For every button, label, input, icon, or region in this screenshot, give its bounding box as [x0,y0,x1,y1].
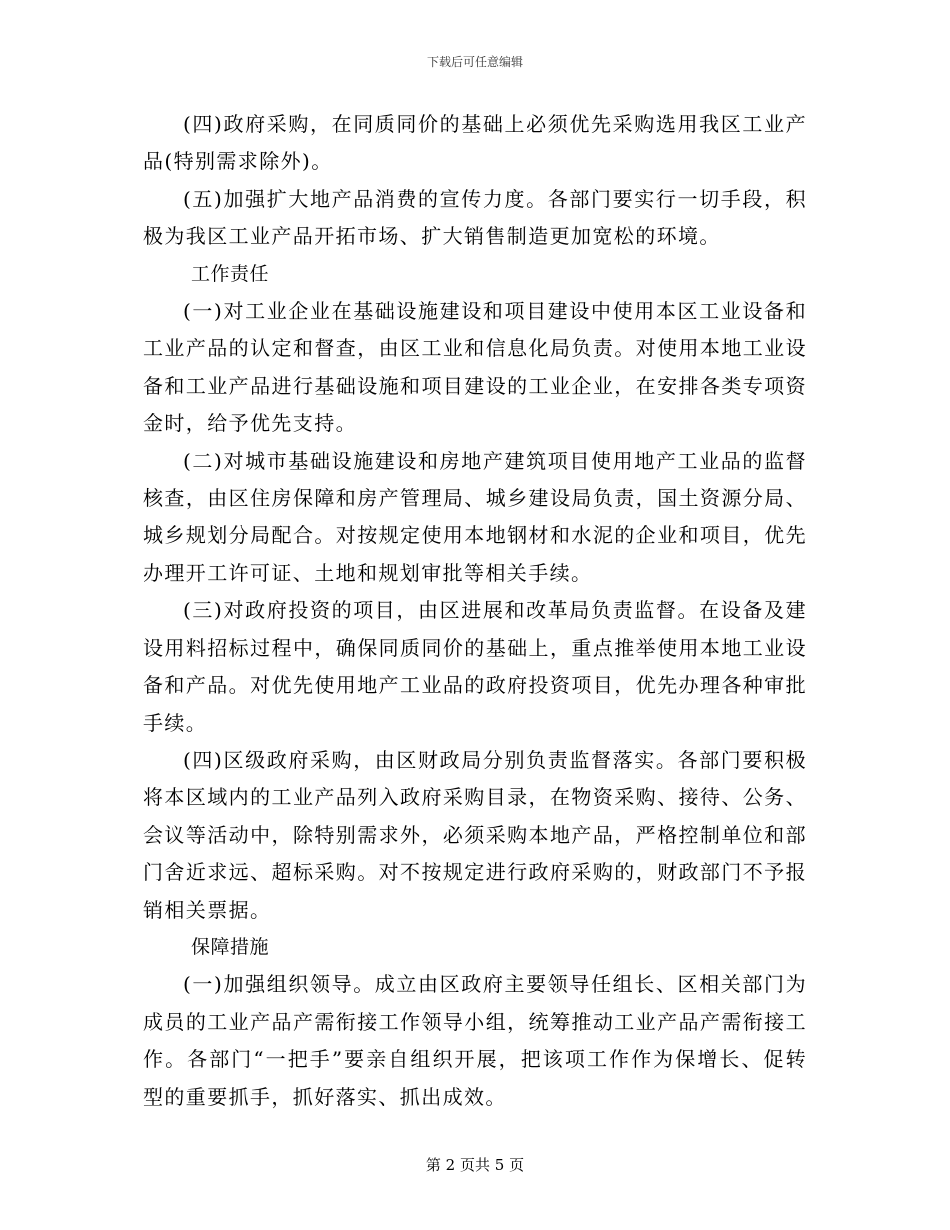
paragraph-government-procurement: (四)政府采购，在同质同价的基础上必须优先采购选用我区工业产品(特别需求除外)。 [143,112,807,174]
section-heading-safeguards: 保障措施 [191,935,270,958]
paragraph-responsibility-2: (二)对城市基础设施建设和房地产建筑项目使用地产工业品的监督核查，由区住房保障和房产管理局、城乡建设局负责，国土资源分局、城乡规划分局配合。对按规定使用本地钢材和水泥的企业和项目，优先办理开工许可证、土地和规划审批等相关手续。 [143,448,807,585]
paragraph-promotion: (五)加强扩大地产品消费的宣传力度。各部门要实行一切手段，积极为我区工业产品开拓市场、扩大销售制造更加宽松的环境。 [143,186,807,249]
paragraph-responsibility-4: (四)区级政府采购，由区财政局分别负责监督落实。各部门要积极将本区域内的工业产品列入政府采购目录，在物资采购、接待、公务、会议等活动中，除特别需求外，必须采购本地产品，严格控制单位和部门舍近求远、超标采购。对不按规定进行政府采购的，财政部门不予报销相关票据。 [143,747,807,922]
page-header: 下载后可任意编辑 [426,55,523,69]
section-heading-work-responsibility: 工作责任 [191,262,270,285]
document-body [143,106,807,1116]
page-number: 第 2 页共 5 页 [425,1156,525,1174]
paragraph-safeguard-1: (一)加强组织领导。成立由区政府主要领导任组长、区相关部门为成员的工业产品产需衔接工作领导小组，统筹推动工业产品产需衔接工作。各部门“一把手”要亲自组织开展，把该项工作作为保增长、促转型的重要抓手，抓好落实、抓出成效。 [143,972,807,1109]
paragraph-responsibility-3: (三)对政府投资的项目，由区进展和改革局负责监督。在设备及建设用料招标过程中，确保同质同价的基础上，重点推举使用本地工业设备和产品。对优先使用地产工业品的政府投资项目，优先办理各种审批手续。 [143,598,807,735]
paragraph-responsibility-1: (一)对工业企业在基础设施建设和项目建设中使用本区工业设备和工业产品的认定和督查，由区工业和信息化局负责。对使用本地工业设备和工业产品进行基础设施和项目建设的工业企业，在安排各类专项资金时，给予优先支持。 [143,299,807,436]
